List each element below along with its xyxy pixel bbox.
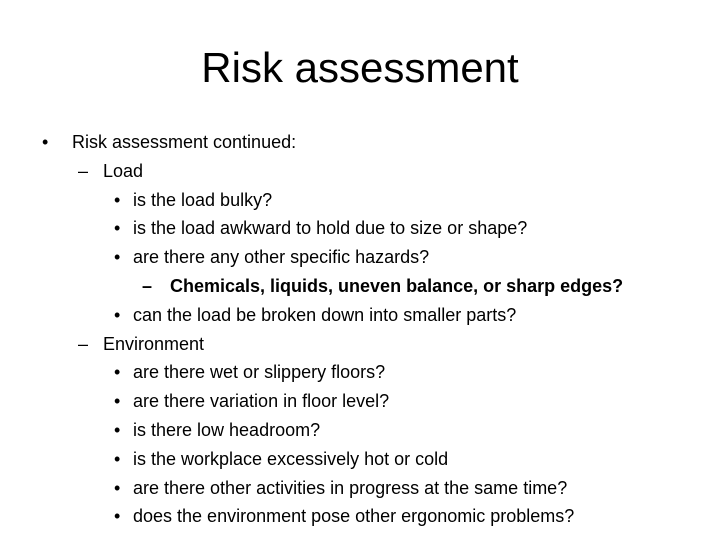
environment-item-text: are there variation in floor level? [133,391,390,412]
load-item [0,214,720,243]
dash-marker: – [142,275,153,296]
load-item [0,243,720,272]
bullet-marker: • [114,391,121,412]
subbullet-load [0,157,720,186]
environment-item-text: are there other activities in progress at the same time? [133,477,568,498]
environment-item [0,416,720,445]
hazard-detail-text: Chemicals, liquids, uneven balance, or sharp edges? [170,275,624,296]
hazard-detail [0,272,720,301]
bullet-marker: • [42,132,49,152]
bullet-marker: • [114,448,121,469]
bullet-marker: • [114,218,121,239]
slide-title: Risk assessment [201,44,519,91]
bullet-marker: • [114,506,121,527]
load-item-text: is the load bulky? [133,189,273,210]
bullet-marker: • [114,477,121,498]
dash-marker: – [78,160,89,181]
load-item [0,186,720,215]
environment-item-text: are there wet or slippery floors? [133,362,386,383]
slide-body [0,128,720,531]
bullet-risk-assessment-continued [0,128,720,157]
bullet-marker: • [114,304,121,325]
dash-marker: – [78,333,89,354]
environment-item [0,358,720,387]
environment-item [0,445,720,474]
load-item-text: is the load awkward to hold due to size or shape? [133,218,528,239]
environment-item [0,502,720,531]
subbullet-text: Load [103,160,144,181]
bullet-marker: • [114,189,121,210]
load-item [0,301,720,330]
environment-item-text: is there low headroom? [133,419,321,440]
load-item-text: can the load be broken down into smaller parts? [133,304,517,325]
bullet-text: Risk assessment continued: [72,132,297,152]
environment-item-text: does the environment pose other ergonomic problems? [133,506,575,527]
bullet-marker: • [114,419,121,440]
environment-item-text: is the workplace excessively hot or cold [133,448,449,469]
subbullet-text: Environment [103,333,205,354]
bullet-marker: • [114,362,121,383]
environment-item [0,474,720,503]
load-item-text: are there any other specific hazards? [133,247,430,268]
subbullet-environment [0,330,720,359]
environment-item [0,387,720,416]
bullet-marker: • [114,247,121,268]
